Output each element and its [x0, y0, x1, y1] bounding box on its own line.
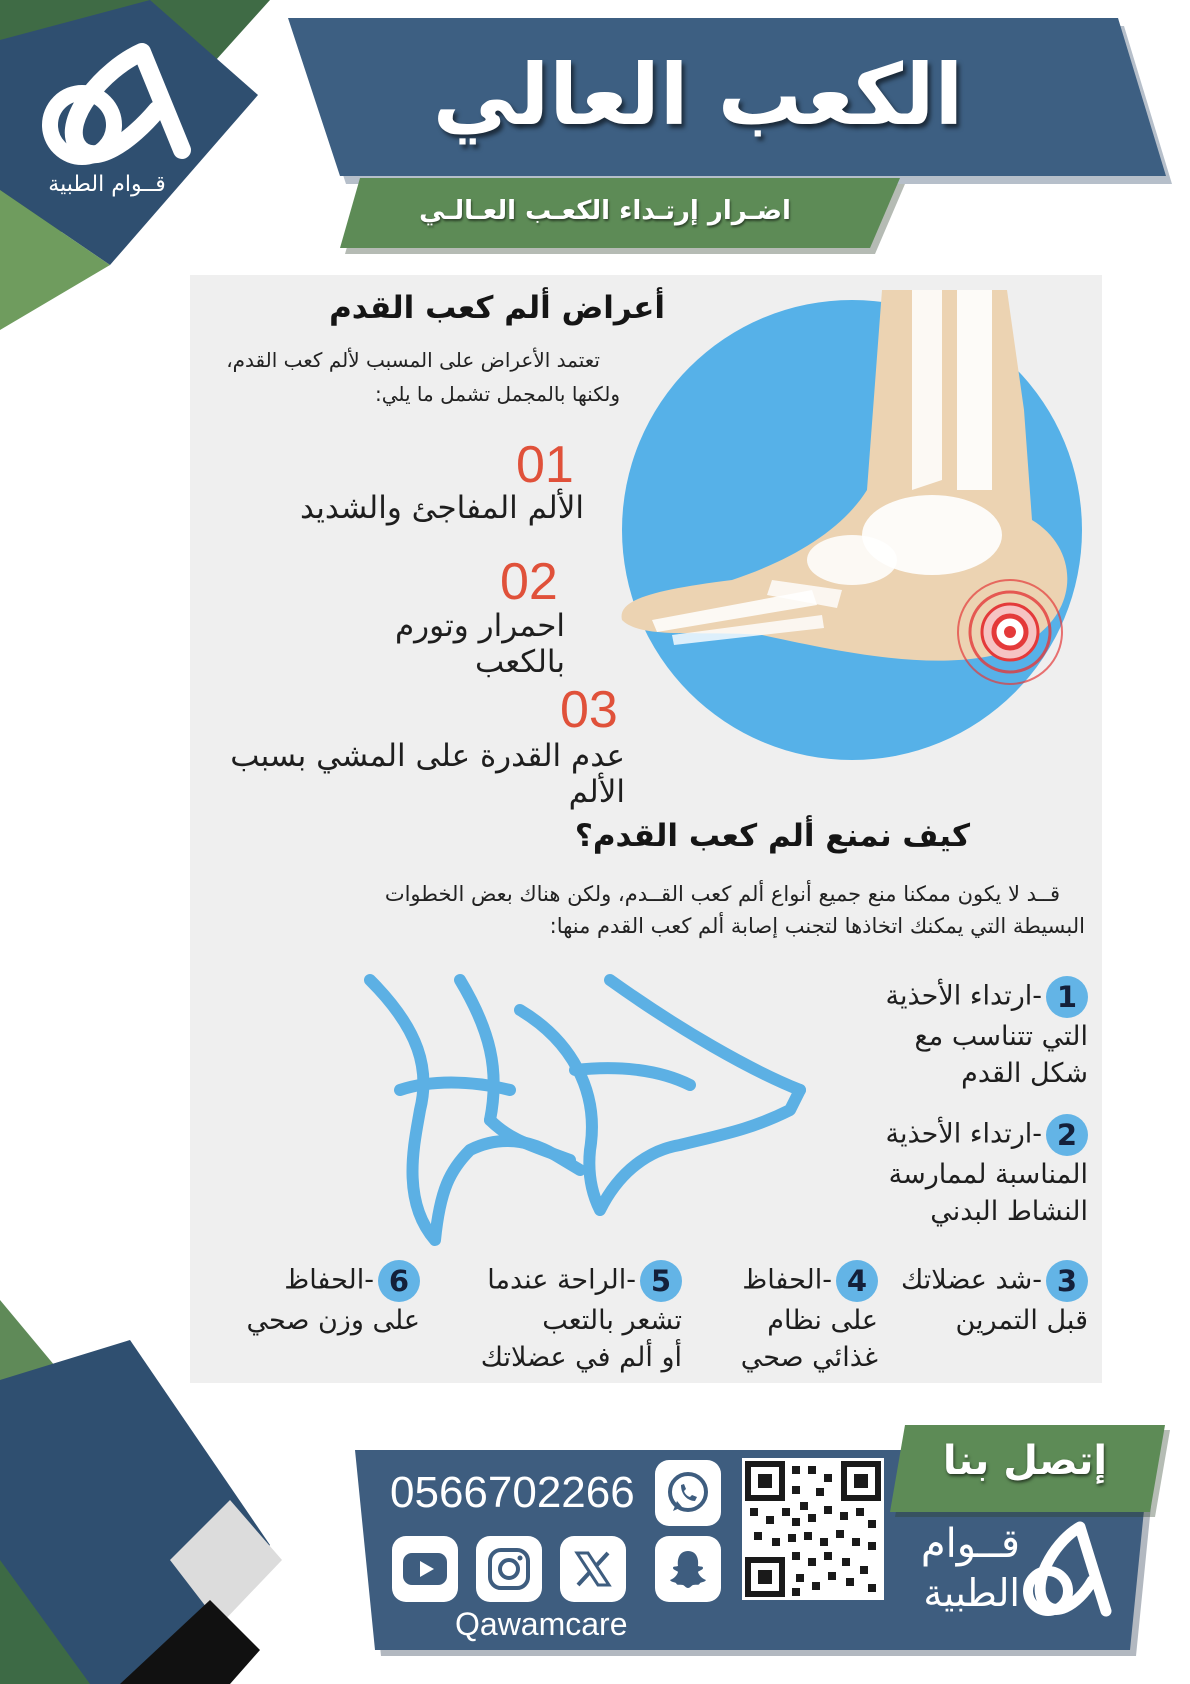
prevention-intro-line-2: البسيطة التي يمكنك اتخاذها لتجنب إصابة ألم كعب القدم منها:	[549, 914, 1085, 938]
tip-6-line-1: -الحفاظ	[284, 1264, 374, 1296]
prevention-heading: كيف نمنع ألم كعب القدم؟	[574, 818, 970, 854]
tip-4-line-3: غذائي صحي	[740, 1342, 878, 1373]
x-icon[interactable]	[560, 1536, 626, 1602]
brand-logo-bottom	[900, 1515, 1115, 1630]
tip-number-badge-3: 3	[1046, 1260, 1088, 1302]
brand-logo-top	[22, 40, 192, 200]
tip-number-badge-1: 1	[1046, 976, 1088, 1018]
symptom-text-1: الألم المفاجئ والشديد	[299, 490, 584, 526]
tip-3-line-2: قبل التمرين	[955, 1305, 1088, 1336]
symptom-number-3: 03	[560, 681, 618, 739]
high-heels-illustration	[360, 970, 820, 1260]
tip-4-line-2: على نظام	[767, 1305, 878, 1336]
youtube-icon[interactable]	[392, 1536, 458, 1602]
snapchat-icon[interactable]	[655, 1536, 721, 1602]
tip-number-badge-4: 4	[836, 1260, 878, 1302]
brand-logo-mark	[22, 40, 192, 170]
tip-5-line-1: -الراحة عندما	[487, 1264, 636, 1296]
prevention-tip-6	[205, 1260, 420, 1339]
qr-code[interactable]	[742, 1458, 884, 1600]
brand-logo-mark-bottom	[1018, 1519, 1113, 1624]
qr-code-pattern	[742, 1458, 884, 1600]
brand-logo-bottom-line-2: الطبية	[923, 1571, 1020, 1615]
tip-5-line-3: أو ألم في عضلاتك	[480, 1342, 682, 1373]
prevention-tip-1	[860, 976, 1088, 1092]
contact-label: إتصل بنا	[942, 1438, 1108, 1484]
prevention-tip-5	[420, 1260, 682, 1376]
brand-logo-text: قــوام الطبية	[48, 172, 166, 197]
tip-number-badge-6: 6	[378, 1260, 420, 1302]
tip-6-line-2: على وزن صحي	[246, 1305, 420, 1336]
tip-1-line-3: شكل القدم	[961, 1058, 1088, 1089]
symptom-number-2: 02	[500, 553, 558, 611]
symptom-number-1: 01	[516, 436, 574, 494]
tip-1-line-1: -ارتداء الأحذية	[885, 980, 1042, 1012]
tip-4-line-1: -الحفاظ	[742, 1264, 832, 1296]
symptoms-heading: أعراض ألم كعب القدم	[329, 290, 665, 326]
prevention-tip-4	[690, 1260, 878, 1376]
brand-logo-bottom-line-1: قــوام	[920, 1521, 1020, 1567]
tip-number-badge-2: 2	[1046, 1114, 1088, 1156]
tip-1-line-2: التي تتناسب مع	[914, 1021, 1088, 1052]
symptoms-intro-line-2: ولكنها بالمجمل تشمل ما يلي:	[374, 382, 620, 406]
tip-2-line-1: -ارتداء الأحذية	[885, 1118, 1042, 1150]
prevention-intro-line-1: قــد لا يكون ممكنا منع جميع أنواع ألم كعب القــدم، ولكن هناك بعض الخطوات	[384, 882, 1060, 906]
tip-3-line-1: -شد عضلاتك	[900, 1264, 1042, 1296]
whatsapp-icon[interactable]	[655, 1460, 721, 1526]
symptom-text-3: عدم القدرة على المشي بسبب الألم	[230, 738, 625, 810]
foot-heel-pain-illustration	[612, 290, 1102, 770]
symptoms-intro-line-1: تعتمد الأعراض على المسبب لألم كعب القدم،	[226, 348, 600, 372]
tip-2-line-2: المناسبة لممارسة	[888, 1159, 1088, 1190]
symptom-text-2: احمرار وتورم بالكعب	[394, 608, 565, 680]
page-title: الكعب العالي	[432, 46, 964, 144]
page-subtitle: اضـرار إرتـداء الكعـب العـالـي	[419, 196, 791, 226]
phone-number[interactable]: 0566702266	[390, 1468, 635, 1517]
instagram-icon[interactable]	[476, 1536, 542, 1602]
tip-number-badge-5: 5	[640, 1260, 682, 1302]
prevention-tip-3	[880, 1260, 1088, 1339]
social-handle[interactable]: Qawamcare	[455, 1606, 628, 1642]
tip-2-line-3: النشاط البدني	[930, 1196, 1088, 1227]
prevention-tip-2	[840, 1114, 1088, 1230]
tip-5-line-2: تشعر بالتعب	[542, 1305, 682, 1336]
